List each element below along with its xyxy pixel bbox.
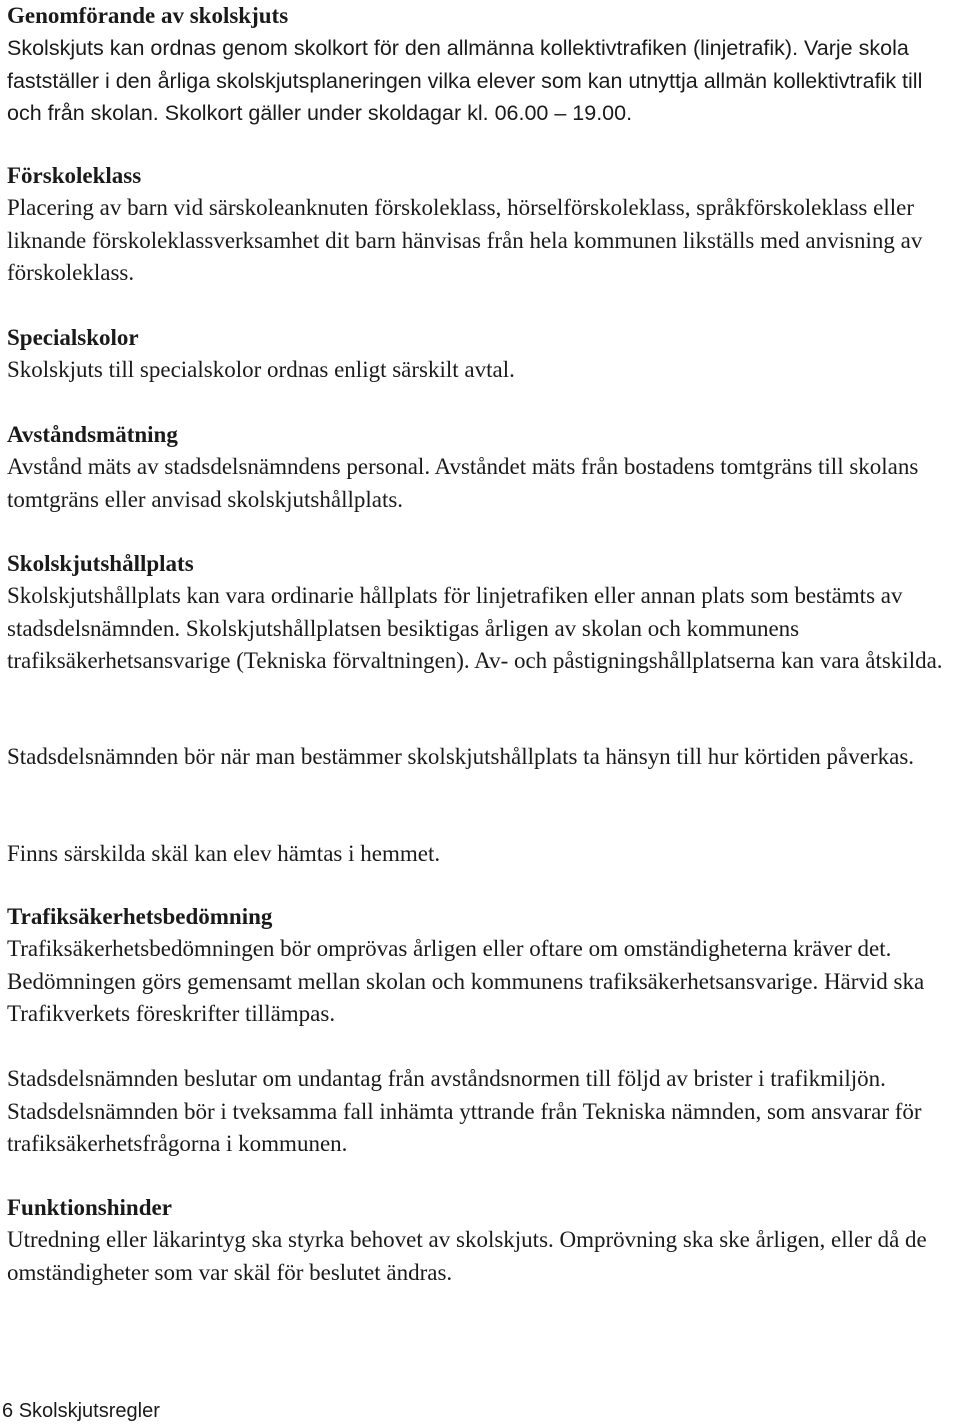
section-heading: Specialskolor (7, 325, 139, 350)
section-genomforande (7, 0, 957, 130)
section-paragraph: Stadsdelsnämnden beslutar om undantag från avståndsnormen till följd av brister i trafikmiljön. Stadsdelsnämnden bör i tveksamma fall inhämta yttrande från Tekniska nämnden, som ansvarar för trafiksäkerhetsfrågorna i kommunen. (7, 1066, 922, 1156)
section-heading: Genomförande av skolskjuts (7, 3, 289, 28)
section-heading: Funktionshinder (7, 1195, 172, 1220)
section-trafiksakerhetsbedomning-cont (7, 1063, 957, 1161)
section-paragraph: Skolskjutshållplats kan vara ordinarie hållplats för linjetrafiken eller annan plats som bestämts av stadsdelsnämnden. Skolskjutshållplatsen besiktigas årligen av skolan och kommunens trafiksäkerhetsansvarige (Tekniska förvaltningen). Av- och påstigningshållplatserna kan vara åtskilda. (7, 583, 943, 673)
section-forskoleklass (7, 160, 957, 290)
section-heading: Trafiksäkerhetsbedömning (7, 904, 273, 929)
section-heading: Avståndsmätning (7, 422, 178, 447)
section-heading: Förskoleklass (7, 163, 142, 188)
section-paragraph: Skolskjuts till specialskolor ordnas enligt särskilt avtal. (7, 357, 515, 382)
page-footer (2, 1398, 160, 1424)
section-skolskjutshallplats-cont-1 (7, 741, 957, 774)
section-trafiksakerhetsbedomning (7, 901, 957, 1031)
section-funktionshinder (7, 1192, 957, 1289)
section-skolskjutshallplats-cont-2 (7, 838, 957, 871)
section-specialskolor (7, 322, 957, 387)
section-paragraph: Placering av barn vid särskoleanknuten förskoleklass, hörselförskoleklass, språkförskoleklass eller liknande förskoleklassverksamhet dit barn hänvisas från hela kommunen likställs med anvisning av förskoleklass. (7, 195, 923, 285)
page-number: 6 (2, 1400, 14, 1422)
section-paragraph: Skolskjuts kan ordnas genom skolkort för den allmänna kollektivtrafiken (linjetrafik). Varje skola fastställer i den årliga skolskjutsplaneringen vilka elever som kan utnyttja allmän kollektivtrafik till och från skolan. Skolkort gäller under skoldagar kl. 06.00 – 19.00. (7, 36, 923, 125)
section-avstandsmatning (7, 419, 957, 516)
document-title: Skolskjutsregler (18, 1400, 160, 1422)
section-paragraph: Stadsdelsnämnden bör när man bestämmer skolskjutshållplats ta hänsyn till hur körtiden påverkas. (7, 744, 915, 769)
section-paragraph: Finns särskilda skäl kan elev hämtas i hemmet. (7, 841, 441, 866)
section-skolskjutshallplats (7, 548, 957, 678)
section-paragraph: Avstånd mäts av stadsdelsnämndens personal. Avståndet mäts från bostadens tomtgräns till skolans tomtgräns eller anvisad skolskjutshållplats. (7, 454, 919, 512)
section-paragraph: Utredning eller läkarintyg ska styrka behovet av skolskjuts. Omprövning ska ske årligen, eller då de omständigheter som var skäl för beslutet ändras. (7, 1227, 927, 1285)
section-heading: Skolskjutshållplats (7, 551, 194, 576)
section-paragraph: Trafiksäkerhetsbedömningen bör omprövas årligen eller oftare om omständigheterna kräver det. Bedömningen görs gemensamt mellan skolan och kommunens trafiksäkerhetsansvarige. Härvid ska Trafikverkets föreskrifter tillämpas. (7, 936, 925, 1026)
